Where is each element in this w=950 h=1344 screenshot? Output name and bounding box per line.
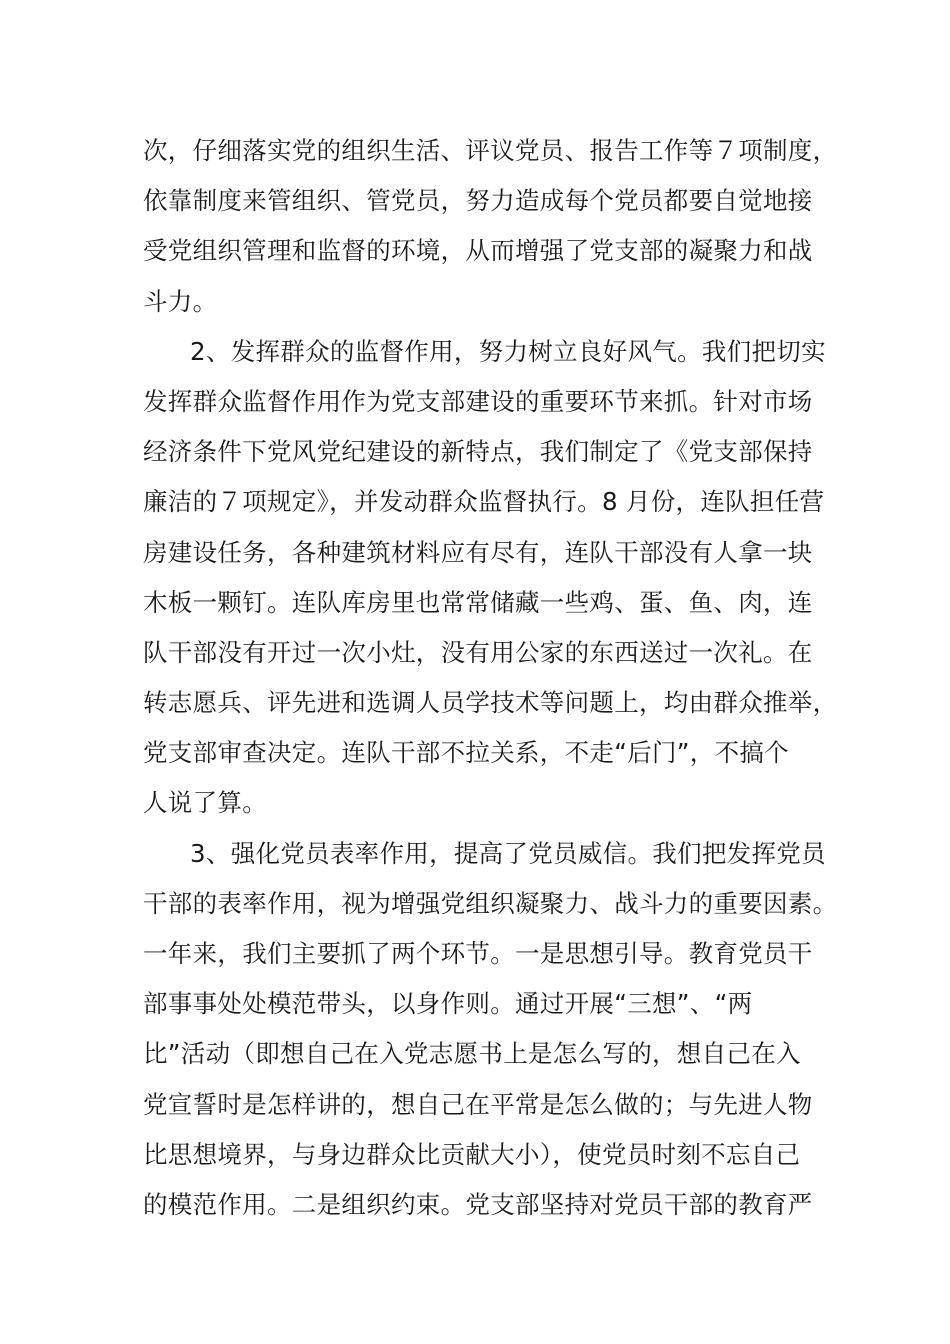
text-line: 的模范作用。二是组织约束。党支部坚持对党员干部的教育严 xyxy=(143,1189,813,1219)
text-line: 人说了算。 xyxy=(143,788,267,818)
text-line: 木板一颗钉。连队库房里也常常储藏一些鸡、蛋、鱼、肉，连 xyxy=(143,587,813,617)
text-line: 房建设任务，各种建筑材料应有尽有，连队干部没有人拿一块 xyxy=(143,537,813,567)
text-line: 2、发挥群众的监督作用，努力树立良好风气。我们把切实 xyxy=(190,336,826,366)
text-line: 受党组织管理和监督的环境，从而增强了党支部的凝聚力和战 xyxy=(143,236,813,266)
text-line: 比”活动（即想自己在入党志愿书上是怎么写的，想自己在入 xyxy=(143,1039,801,1069)
text-line: 党宣誓时是怎样讲的，想自己在平常是怎么做的；与先进人物 xyxy=(143,1089,813,1119)
body-text xyxy=(143,126,838,1230)
text-line: 3、强化党员表率作用，提高了党员威信。我们把发挥党员 xyxy=(190,838,826,868)
text-line: 部事事处处模范带头，以身作则。通过开展“三想”、“两 xyxy=(143,989,753,1019)
text-line: 经济条件下党风党纪建设的新特点，我们制定了《党支部保持 xyxy=(143,437,813,467)
text-line: 一年来，我们主要抓了两个环节。一是思想引导。教育党员干 xyxy=(143,939,813,968)
text-line: 廉洁的７项规定》，并发动群众监督执行。8 月份，连队担任营 xyxy=(143,487,825,517)
text-line: 转志愿兵、评先进和选调人员学技术等问题上，均由群众推举， xyxy=(143,688,838,718)
text-line: 斗力。 xyxy=(143,286,218,316)
text-line: 依靠制度来管组织、管党员，努力造成每个党员都要自觉地接 xyxy=(143,186,813,216)
text-line: 比思想境界，与身边群众比贡献大小），使党员时刻不忘自己 xyxy=(143,1139,801,1169)
text-line: 发挥群众监督作用作为党支部建设的重要环节来抓。针对市场 xyxy=(143,386,813,416)
text-line: 次，仔细落实党的组织生活、评议党员、报告工作等７项制度， xyxy=(143,136,838,165)
text-line: 队干部没有开过一次小灶，没有用公家的东西送过一次礼。在 xyxy=(143,637,813,667)
text-line: 干部的表率作用，视为增强党组织凝聚力、战斗力的重要因素。 xyxy=(143,888,838,918)
text-line: 党支部审查决定。连队干部不拉关系，不走“后门”，不搞个 xyxy=(143,738,789,768)
